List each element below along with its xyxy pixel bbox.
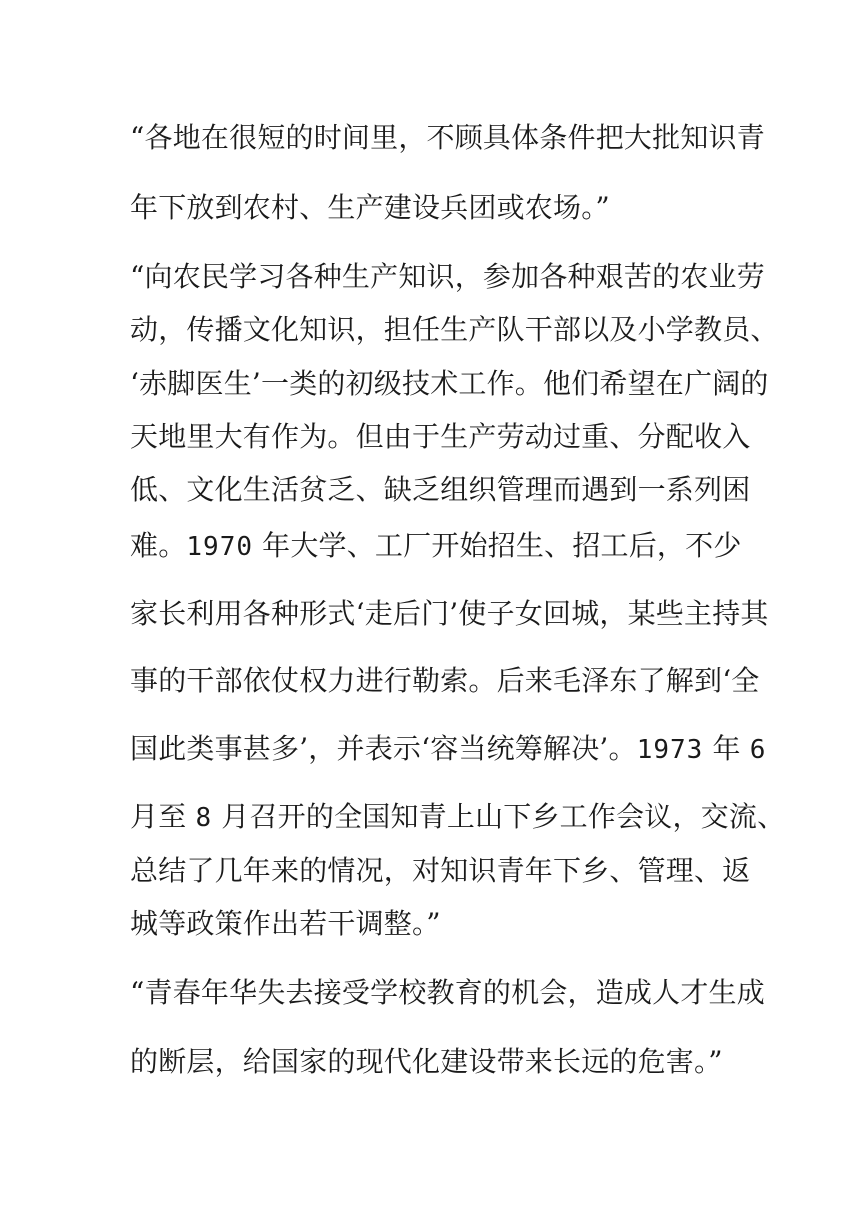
text-line: 的断层，给国家的现代化建设带来长远的危害。” [130, 1045, 723, 1078]
text-line: 低、文化生活贫乏、缺乏组织管理而遇到一系列困 [130, 473, 751, 506]
year-number: 1973 [636, 735, 704, 765]
month-number: 6 [749, 735, 767, 765]
text-line-mixed [130, 526, 742, 567]
text-segment: 年 [703, 732, 750, 765]
text-line: 年下放到农村、生产建设兵团或农场。” [130, 191, 610, 224]
text-line: “青春年华失去接受学校教育的机会，造成人才生成 [130, 976, 765, 1009]
month-number: 8 [195, 803, 213, 833]
text-line: 天地里大有作为。但由于生产劳动过重、分配收入 [130, 420, 751, 453]
text-segment: 国此类事甚多’，并表示‘容当统筹解决’。 [130, 732, 637, 765]
text-line: 家长利用各种形式‘走后门’使子女回城，某些主持其 [130, 597, 769, 630]
text-line: 动，传播文化知识，担任生产队干部以及小学教员、 [130, 313, 779, 346]
text-line-mixed [130, 797, 786, 838]
text-line: 总结了几年来的情况，对知识青年下乡、管理、返 [130, 854, 751, 887]
text-line-mixed [130, 729, 767, 770]
text-line: “各地在很短的时间里，不顾具体条件把大批知识青 [130, 121, 765, 154]
text-line: ‘赤脚医生’一类的初级技术工作。他们希望在广阔的 [130, 367, 769, 400]
year-number: 1970 [186, 532, 254, 562]
text-line: 城等政策作出若干调整。” [130, 907, 441, 940]
text-line: 事的干部依仗权力进行勒索。后来毛泽东了解到‘全 [130, 664, 760, 697]
text-segment: 月至 [130, 800, 196, 833]
text-segment: 月召开的全国知青上山下乡工作会议，交流、 [212, 800, 786, 833]
text-line: “向农民学习各种生产知识，参加各种艰苦的农业劳 [130, 260, 765, 293]
text-segment: 年大学、工厂开始招生、招工后，不少 [253, 529, 742, 562]
text-segment: 难。 [130, 529, 187, 562]
